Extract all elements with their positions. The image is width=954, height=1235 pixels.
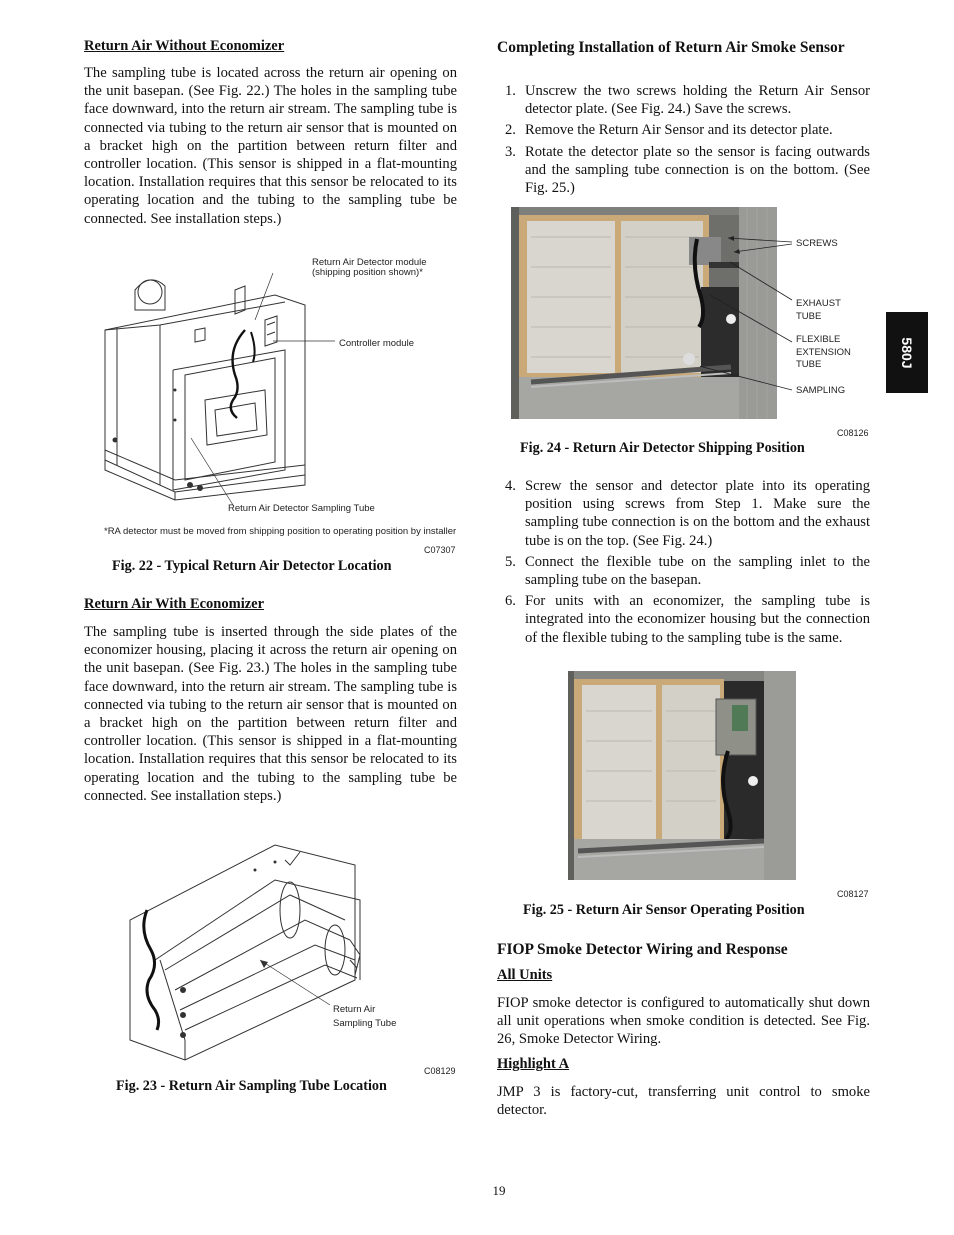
section-heading-with-economizer: Return Air With Economizer xyxy=(84,596,265,612)
paragraph-all-units: FIOP smoke detector is configured to automatically shut down all unit operations when smoke condition is detected. See Fig. 26, Smoke Detector Wiring. xyxy=(497,995,870,1048)
step-3-text: Rotate the detector plate so the sensor is facing outwards and the sampling tube connection is on the bottom. (See Fig. 25.) xyxy=(525,143,870,197)
step-4-number: 4. xyxy=(505,478,516,494)
step-2-text: Remove the Return Air Sensor and its detector plate. xyxy=(525,122,833,139)
fig22-label-detector-note: (shipping position shown)* xyxy=(312,267,423,278)
fig23-label-line2: Sampling Tube xyxy=(333,1018,397,1029)
step-2-number: 2. xyxy=(505,122,516,139)
step-3 xyxy=(497,143,870,198)
heading-highlight-a: Highlight A xyxy=(497,1056,570,1072)
paragraph-highlight-a: JMP 3 is factory-cut, transferring unit control to smoke detector. xyxy=(497,1084,870,1119)
step-1-text: Unscrew the two screws holding the Return Air Sensor detector plate. (See Fig. 24.) Save the screws. xyxy=(525,83,870,118)
step-5-number: 5. xyxy=(505,553,516,570)
fig22-label-detector: Return Air Detector module xyxy=(312,257,427,268)
fig24-label-exhaust-2: TUBE xyxy=(796,311,822,322)
fig23-code: C08129 xyxy=(424,1066,456,1076)
fig22-code: C07307 xyxy=(424,545,456,555)
page-number: 19 xyxy=(492,1183,506,1198)
step-5-text: Connect the flexible tube on the sampling inlet to the sampling tube on the basepan. xyxy=(525,553,870,589)
figure-23-drawing xyxy=(125,840,465,1070)
fig24-label-flex-1: FLEXIBLE xyxy=(796,334,841,345)
step-3-number: 3. xyxy=(505,143,516,160)
fig24-caption: Fig. 24 - Return Air Detector Shipping Position xyxy=(520,440,805,456)
heading-all-units: All Units xyxy=(497,967,553,983)
heading-completing-installation: Completing Installation of Return Air Smoke Sensor xyxy=(497,39,845,56)
fig24-label-flex-2: EXTENSION xyxy=(796,347,851,358)
fig24-label-exhaust-1: EXHAUST xyxy=(796,298,841,309)
side-tab-label: 580J xyxy=(899,336,915,369)
step-1 xyxy=(497,82,870,118)
fig25-code: C08127 xyxy=(837,889,869,899)
fig24-code: C08126 xyxy=(837,428,869,438)
heading-fiop-wiring: FIOP Smoke Detector Wiring and Response xyxy=(497,941,788,958)
fig25-caption: Fig. 25 - Return Air Sensor Operating Position xyxy=(523,902,805,918)
step-1-number: 1. xyxy=(505,83,516,99)
paragraph-without-economizer: The sampling tube is located across the return air opening on the unit basepan. (See Fig. 22.) The holes in the sampling tube face downward, into the return air stream. The sampling tube is connected via tubing to the return air sensor that is mounted on a bracket high on the partition between return filter and controller location. (This sensor is shipped in a flat-mounting location. Installation requires that this sensor be relocated to its operating location and the tubing to the sampling tube be connected. See installation steps.) xyxy=(84,65,457,227)
figure-25-photo xyxy=(568,671,796,880)
fig24-label-flex-3: TUBE xyxy=(796,359,822,370)
step-5 xyxy=(497,553,870,589)
figure-23 xyxy=(125,840,465,1070)
figure-25-drawing xyxy=(568,671,796,880)
step-6-text: For units with an economizer, the sampling tube is integrated into the economizer housing but the connection of the flexible tubing to the sampling tube is the same. xyxy=(525,593,870,646)
steps-list-b xyxy=(497,477,870,650)
fig23-label-line1: Return Air xyxy=(333,1004,376,1015)
fig24-label-sampling: SAMPLING xyxy=(796,385,846,396)
step-2 xyxy=(497,121,870,139)
fig22-label-sampling-tube: Return Air Detector Sampling Tube xyxy=(228,503,375,514)
fig24-callout-lines xyxy=(700,230,800,400)
step-6-number: 6. xyxy=(505,593,516,610)
fig22-footnote: *RA detector must be moved from shipping position to operating position by installer xyxy=(104,526,457,537)
fig22-label-controller: Controller module xyxy=(339,338,414,349)
steps-list-a xyxy=(497,82,870,200)
fig22-caption: Fig. 22 - Typical Return Air Detector Location xyxy=(112,558,392,574)
side-tab xyxy=(886,312,928,393)
fig23-caption: Fig. 23 - Return Air Sampling Tube Location xyxy=(116,1078,387,1094)
step-4 xyxy=(497,477,870,550)
step-4-text: Screw the sensor and detector plate into its operating position using screws from Step 1. Make sure the sampling tube connection is on the bottom and the exhaust tube is on the top. (See Fig. 24.) xyxy=(525,478,870,549)
fig24-label-screws: SCREWS xyxy=(796,238,838,249)
step-6 xyxy=(497,592,870,647)
section-heading-without-economizer: Return Air Without Economizer xyxy=(84,38,285,54)
paragraph-with-economizer: The sampling tube is inserted through the side plates of the economizer housing, placing it across the return air opening on the unit basepan. (See Fig. 23.) The holes in the sampling tube face downward, into the return air stream. The sampling tube is connected via tubing to the return air sensor that is mounted on a bracket high on the partition between return filter and controller location. (This sensor is shipped in a flat-mounting location. Installation requires that this sensor be relocated to its operating location and the tubing to the sampling tube be connected. See installation steps.) xyxy=(84,624,457,804)
